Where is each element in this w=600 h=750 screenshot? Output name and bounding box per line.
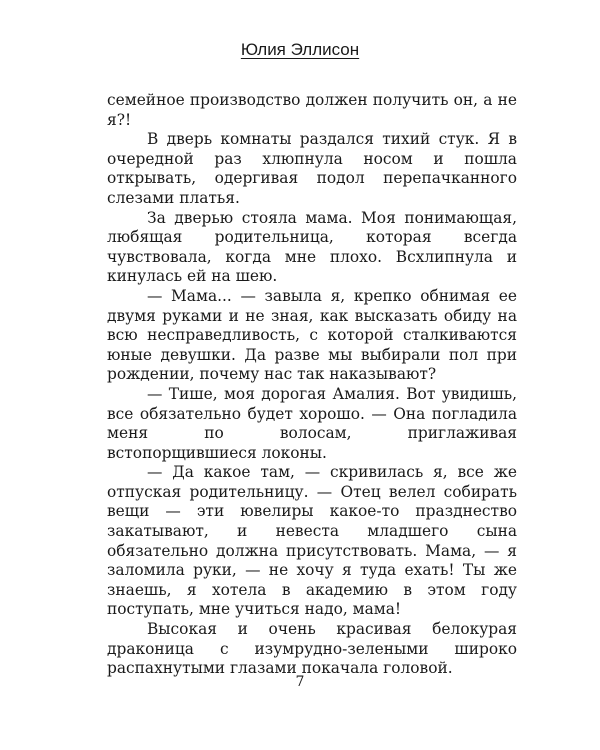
paragraph-continuation: семейное производство должен получить он, а не я?!: [107, 91, 517, 129]
paragraph: — Да какое там, — скривилась я, все же отпуская родительницу. — Отец велел собирать вещи — эти ювелиры какое-то празднество закатывают, и невеста младшего сына обязательно должна присутствовать. Мама, — я заломила руки, — не хочу я туда ехать! Ты же знаешь, я хотела в академию в этом году поступать, мне учиться надо, мама!: [107, 463, 517, 619]
paragraph: За дверью стояла мама. Моя понимающая, любящая родительница, которая всегда чувствовала, когда мне плохо. Всхлипнула и кинулась ей на шею.: [107, 208, 517, 286]
paragraph: — Тише, моя дорогая Амалия. Вот увидишь, все обязательно будет хорошо. — Она погладила меня по волосам, приглаживая встопорщившиеся локоны.: [107, 384, 517, 462]
running-header-author: Юлия Эллисон: [240, 40, 360, 59]
page-number: 7: [295, 674, 305, 690]
paragraph: Высокая и очень красивая белокурая драконица с изумрудно-зелеными широко распахнутыми глазами покачала головой.: [107, 620, 517, 678]
paragraph: — Мама... — завыла я, крепко обнимая ее двумя руками и не зная, как высказать обиду на всю несправедливость, с которой сталкиваются юные девушки. Да разве мы выбирали пол при рождении, почему нас так наказывают?: [107, 286, 517, 384]
page-body-text: [107, 91, 517, 679]
paragraph: В дверь комнаты раздался тихий стук. Я в очередной раз хлюпнула носом и пошла открывать, одергивая подол перепачканного слезами платья.: [107, 130, 517, 207]
